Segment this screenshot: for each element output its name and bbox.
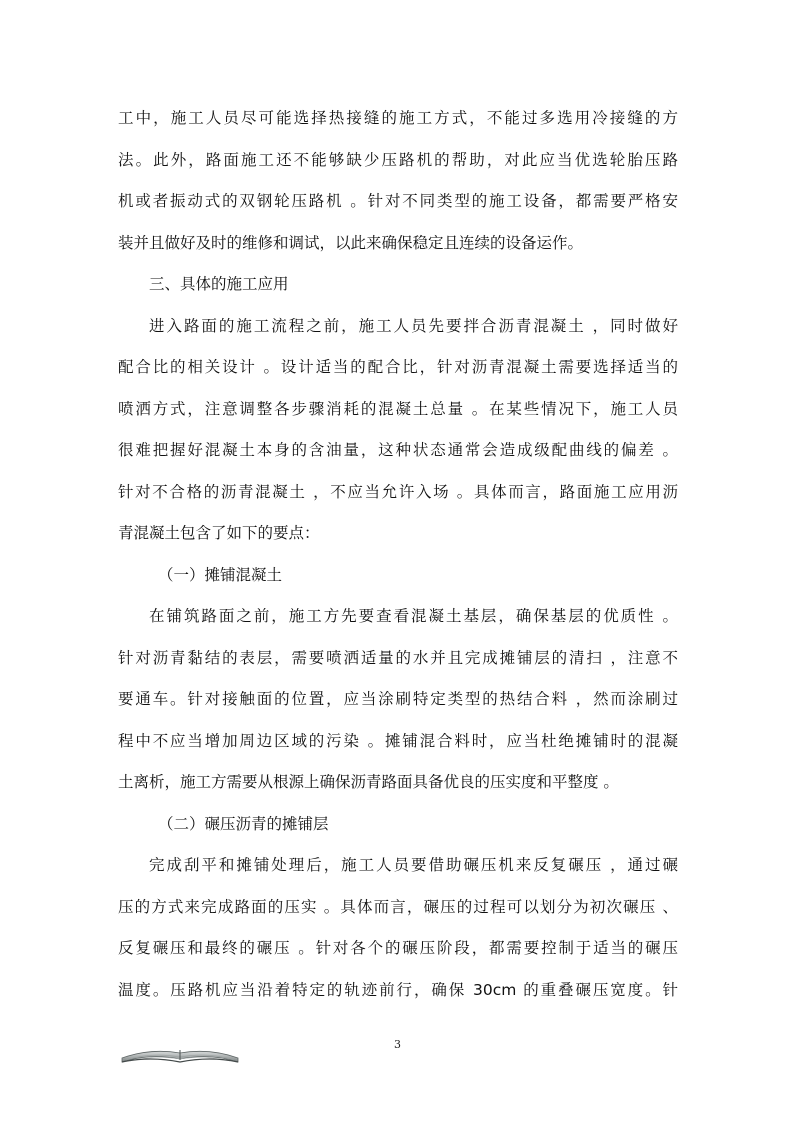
text-line: 要通车。针对接触面的位置，应当涂刷特定类型的热结合料 ，然而涂刷过 bbox=[118, 690, 678, 708]
text-line: 法。此外，路面施工还不能够缺少压路机的帮助，对此应当优选轮胎压路 bbox=[118, 150, 678, 169]
text-line: 针对不合格的沥青混凝土 ，不应当允许入场 。具体而言，路面施工应用沥 bbox=[118, 482, 678, 501]
text-line: 程中不应当增加周边区域的污染 。摊铺混合料时，应当杜绝摊铺时的混凝 bbox=[118, 731, 678, 750]
subsection-heading: （一）摊铺混凝土 bbox=[158, 565, 283, 584]
text-line: 工中，施工人员尽可能选择热接缝的施工方式，不能过多选用冷接缝的方 bbox=[118, 109, 678, 127]
text-line: 机或者振动式的双钢轮压路机 。针对不同类型的施工设备，都需要严格安 bbox=[118, 192, 678, 210]
document-body bbox=[118, 98, 678, 1011]
page-number: 3 bbox=[394, 1038, 401, 1051]
text-line: 反复碾压和最终的碾压 。针对各个的碾压阶段，都需要控制于适当的碾压 bbox=[118, 939, 678, 957]
section-heading: 三、具体的施工应用 bbox=[149, 275, 289, 293]
text-line: 针对沥青黏结的表层，需要喷洒适量的水并且完成摊铺层的清扫 ，注意不 bbox=[118, 648, 678, 667]
open-book-icon bbox=[120, 1036, 240, 1072]
text-line: 土离析，施工方需要从根源上确保沥青路面具备优良的压实度和平整度 。 bbox=[118, 773, 619, 791]
text-line: 很难把握好混凝土本身的含油量，这种状态通常会造成级配曲线的偏差 。 bbox=[118, 441, 678, 459]
page-footer bbox=[0, 1030, 794, 1090]
text-line: 配合比的相关设计 。设计适当的配合比，针对沥青混凝土需要选择适当的 bbox=[118, 358, 678, 376]
text-line: 温度。压路机应当沿着特定的轨迹前行，确保 30cm 的重叠碾压宽度。针 bbox=[118, 980, 678, 999]
text-line: 青混凝土包含了如下的要点： bbox=[118, 524, 320, 542]
text-line: 在铺筑路面之前，施工方先要查看混凝土基层，确保基层的优质性 。 bbox=[149, 607, 678, 625]
subsection-heading: （二）碾压沥青的摊铺层 bbox=[158, 814, 329, 833]
text-line: 压的方式来完成路面的压实 。具体而言，碾压的过程可以划分为初次碾压 、 bbox=[118, 897, 678, 916]
text-line: 进入路面的施工流程之前，施工人员先要拌合沥青混凝土 ，同时做好 bbox=[149, 316, 678, 335]
text-line: 完成刮平和摊铺处理后，施工人员要借助碾压机来反复碾压 ，通过碾 bbox=[149, 856, 678, 874]
text-line: 装并且做好及时的维修和调试，以此来确保稳定且连续的设备运作。 bbox=[118, 233, 584, 252]
text-line: 喷洒方式，注意调整各步骤消耗的混凝土总量 。在某些情况下，施工人员 bbox=[118, 399, 678, 418]
